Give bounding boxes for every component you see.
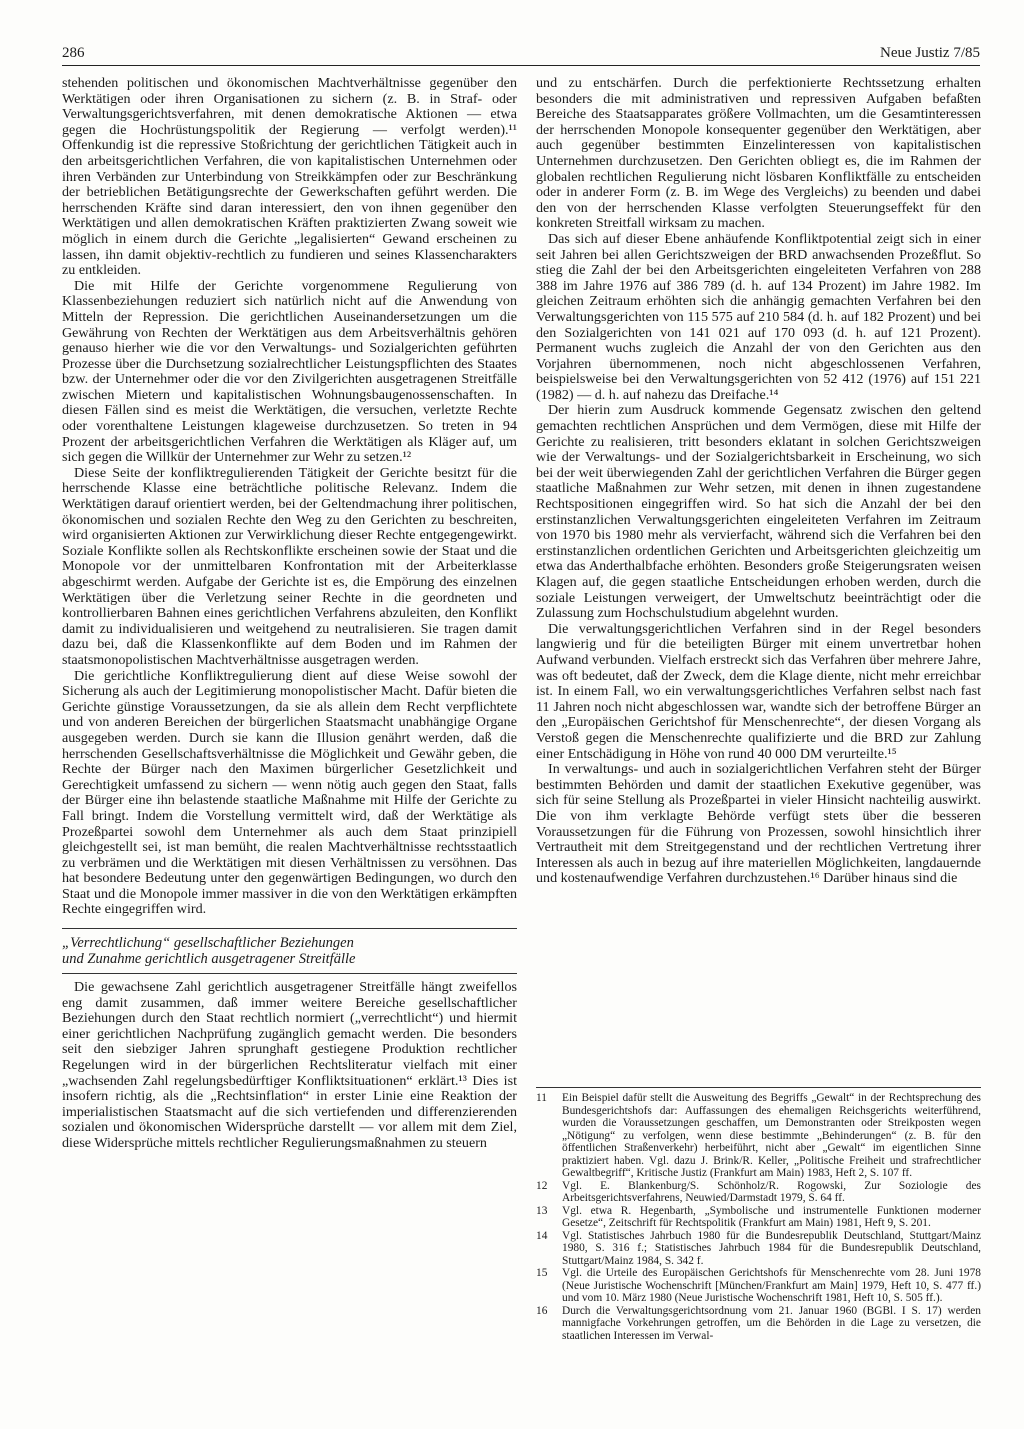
footnote-text: Durch die Verwaltungsgerichtsordnung vom 21. Januar 1960 (BGBl. I S. 17) werden mannigfache Vorkehrungen getroffen, um die Behörden in die Lage zu versetzen, die staatlichen Interessen im Verwal-: [562, 1304, 981, 1342]
section-heading-line: „Verrechtlichung“ gesellschaftlicher Beziehungen: [62, 935, 354, 952]
footnote-text: Ein Beispiel dafür stellt die Ausweitung des Begriffs „Gewalt“ in der Rechtsprechung des Bundesgerichtshofs dar: Auffassungen des ehemaligen Reichsgerichts weiterführend, wurden die Voraussetzungen geschaffen, um Demonstranten oder Streikposten wegen „Nötigung“ zu verfolgen, wenn diese bestimmte „Behinderungen“ (z. B. für den öffentlichen Straßenverkehr) herbeiführt, nicht aber „Gewalt“ im eigentlichen Sinne praktiziert haben. Vgl. dazu J. Brink/R. Keller, „Politische Freiheit und strafrechtlicher Gewaltbegriff“, Kritische Justiz (Frankfurt am Main) 1983, Heft 2, S. 107 ff.: [562, 1092, 981, 1179]
footnote: [536, 1092, 981, 1180]
paragraph: In verwaltungs- und auch in sozialgerichtlichen Verfahren steht der Bürger bestimmten Behörden und damit der staatlichen Exekutive gegenüber, was sich für seine Stellung als Prozeßpartei in vieler Hinsicht nachteilig auswirkt. Die von ihm verklagte Behörde verfügt stets über die besseren Voraussetzungen für die Führung von Prozessen, sowohl hinsichtlich ihrer Vertrautheit mit dem Streitgegenstand und der rechtlichen Vertretung ihrer Interessen als auch in bezug auf ihre materiellen Möglichkeiten, langdauernde und kostenaufwendige Verfahren durchzustehen.¹⁶ Darüber hinaus sind die: [536, 761, 981, 887]
footnote-text: Vgl. die Urteile des Europäischen Gerichtshofs für Menschenrechte vom 28. Juni 1978 (Neue Juristische Wochenschrift [München/Frankfurt am Main] 1979, Heft 10, S. 477 ff.) und vom 10. März 1980 (Neue Juristische Wochenschrift 1981, Heft 10, S. 505 ff.).: [562, 1267, 981, 1304]
paragraph: Die gerichtliche Konfliktregulierung dient auf diese Weise sowohl der Sicherung als auch der Legitimierung monopolistischer Macht. Dafür bieten die Gerichte günstige Voraussetzungen, da sie als allein dem Recht verpflichtete und von anderen Bereichen der bürgerlichen Staatsmacht unabhängige Organe ausgegeben werden. Durch sie kann die Illusion genährt werden, daß die herrschenden Gesellschaftsverhältnisse die Möglichkeit und Gewähr geben, die Rechte der Bürger nach den Maximen bürgerlicher Gesetzlichkeit und Gerechtigkeit umfassend zu sichern — wenn nötig auch gegen den Staat, falls der Bürger eine ihn belastende staatliche Maßnahme mit Hilfe der Gerichte zu Fall bringt. Indem die Vorstellung vermittelt wird, daß der Werktätige als Prozeßpartei sowohl dem Unternehmer als auch dem Staat prinzipiell gleichgestellt sei, ist man bemüht, die realen Machtverhältnisse rechtsstaatlich zu verbrämen und die Werktätigen mit diesen Verhältnissen zu versöhnen. Das hat besondere Bedeutung unter den gegenwärtigen Bedingungen, wo durch den Staat und die Monopole immer massiver in die von den Werktätigen erkämpften Rechte eingegriffen wird.: [62, 667, 517, 918]
left-column: [62, 76, 517, 1152]
paragraph: Die gewachsene Zahl gerichtlich ausgetragener Streitfälle hängt zweifellos eng damit zusammen, daß immer weitere Bereiche gesellschaftlicher Beziehungen durch den Staat rechtlich normiert („verrechtlicht“) und hiermit einer gerichtlichen Nachprüfung zugänglich gemacht werden. Die besonders seit den siebziger Jahren sprunghaft gestiegene Produktion rechtlicher Regelungen wird in der bürgerlichen Rechtsliteratur vielfach mit einer „wachsenden Zahl regelungsbedürftiger Konfliktsituationen“ erklärt.¹³ Dies ist insofern richtig, als die „Rechtsinflation“ in erster Linie eine Reaktion der imperialistischen Staatsmacht auf die sich vertiefenden und differenzierenden sozialen und ökonomischen Widersprüche darstellt — vor allem mit dem Ziel, diese Widersprüche mittels rechtlicher Regulierungsmaßnahmen zu steuern: [62, 979, 517, 1151]
footnote-number: 11: [536, 1092, 547, 1104]
footnote: [536, 1305, 981, 1343]
footnote: [536, 1267, 981, 1305]
page-header: [62, 38, 980, 66]
footnote-number: 13: [536, 1204, 548, 1217]
page-number: 286: [62, 45, 85, 61]
footnote-number: 15: [536, 1267, 548, 1279]
footnote: [536, 1180, 981, 1205]
paragraph: und zu entschärfen. Durch die perfektionierte Rechtssetzung erhalten besonders die mit administrativen und repressiven Aufgaben befaßten Bereiche des Staatsapparates größere Vollmachten, um die Gesamtinteressen der herrschenden Monopole konsequenter gegenüber den Werktätigen, aber auch gegenüber bestimmten Einzelinteressen von kapitalistischen Unternehmen durchzusetzen. Den Gerichten obliegt es, die im Rahmen der globalen rechtlichen Regulierung nicht lösbaren Konfliktfälle zu entscheiden oder in anderer Form (z. B. im Wege des Vergleichs) zu beenden und dabei den von der herrschenden Klasse verfolgten Steuerungseffekt für den konkreten Streitfall wirksam zu machen.: [536, 75, 981, 232]
paragraph: Der hierin zum Ausdruck kommende Gegensatz zwischen den geltend gemachten rechtlichen Ansprüchen und dem Vermögen, diese mit Hilfe der Gerichte zu realisieren, tritt besonders eklatant in solchen Gerichtszweigen wie der Verwaltungs- und der Sozialgerichtsbarkeit in Erscheinung, wo sich bei der weit überwiegenden Zahl der gerichtlichen Verfahren die Bürger gegen staatliche Maßnahmen zur Wehr setzen, mit denen in ihnen zugestandene Rechtspositionen eingegriffen wird. So hat sich die Anzahl der bei den erstinstanzlichen Verwaltungsgerichten eingeleiteten Verfahren im Zeitraum von 1970 bis 1980 mehr als vervierfacht, während sich die Verfahren bei den erstinstanzlichen ordentlichen Gerichten und Arbeitsgerichten gleichzeitig um etwa das Anderthalbfache erhöhten. Besonders große Steigerungsraten weisen Klagen auf, die gegen staatliche Entscheidungen erhoben werden, durch die soziale Leistungen verweigert, der Umweltschutz beeinträchtigt oder die Zulassung zum Hochschulstudium abgelehnt wurden.: [536, 402, 981, 622]
section-heading-line: und Zunahme gerichtlich ausgetragener Streitfälle: [62, 951, 356, 968]
footnote-number: 12: [536, 1179, 548, 1192]
journal-issue: Neue Justiz 7/85: [880, 45, 980, 61]
footnote-text: Vgl. Statistisches Jahrbuch 1980 für die Bundesrepublik Deutschland, Stuttgart/Mainz 1980, S. 316 f.; Statistisches Jahrbuch 1984 für die Bundesrepublik Deutschland, Stuttgart/Mainz 1984, S. 342 f.: [562, 1229, 981, 1267]
footnote-text: Vgl. etwa R. Hegenbarth, „Symbolische und instrumentelle Funktionen moderner Gesetze“, Zeitschrift für Rechtspolitik (Frankfurt am Main) 1981, Heft 9, S. 201.: [562, 1204, 981, 1229]
paragraph: Die verwaltungsgerichtlichen Verfahren sind in der Regel besonders langwierig und für die beteiligten Bürger mit einem unvertretbar hohen Aufwand verbunden. Vielfach erstreckt sich das Verfahren über mehrere Jahre, was oft bedeutet, daß der Zweck, dem die Klage diente, nicht mehr erreichbar ist. In einem Fall, wo ein verwaltungsgerichtliches Verfahren selbst nach fast 11 Jahren noch nicht abgeschlossen war, wandte sich der betroffene Bürger an den „Europäischen Gerichtshof für Menschenrechte“, der diesen Vorgang als Verstoß gegen die Menschenrechte qualifizierte und die BRD zur Zahlung einer Entschädigung in Höhe von rund 40 000 DM verurteilte.¹⁵: [536, 620, 981, 762]
footnote: [536, 1205, 981, 1230]
section-heading: [62, 928, 517, 974]
paragraph: Das sich auf dieser Ebene anhäufende Konfliktpotential zeigt sich in einer seit Jahren bei allen Gerichtszweigen der BRD anwachsenden Prozeßflut. So stieg die Zahl der bei den Arbeitsgerichten eingeleiteten Verfahren von 288 388 im Jahre 1976 auf 386 789 (d. h. auf 134 Prozent) im Jahre 1982. Im gleichen Zeitraum erhöhten sich die anhängig gemachten Verfahren bei den Verwaltungsgerichten von 115 575 auf 210 584 (d. h. auf 182 Prozent) und bei den Sozialgerichten von 141 021 auf 170 093 (d. h. auf 121 Prozent). Permanent wuchs zugleich die Anzahl der von den Gerichten aus den Vorjahren übernommenen, noch nicht abgeschlossenen Verfahren, beispielsweise bei den Verwaltungsgerichten von 52 412 (1976) auf 151 221 (1982) — d. h. auf nahezu das Dreifache.¹⁴: [536, 230, 981, 403]
footnote-number: 14: [536, 1229, 548, 1242]
footnote-number: 16: [536, 1304, 548, 1317]
footnote: [536, 1230, 981, 1268]
paragraph: stehenden politischen und ökonomischen Machtverhältnisse gegenüber den Werktätigen oder ihren Organisationen zu sichern (z. B. in Straf- oder Verwaltungsgerichtsverfahren, mit denen demokratische Aktionen — etwa gegen die Hochrüstungspolitik der Regierung — verfolgt werden).¹¹ Offenkundig ist die repressive Stoßrichtung der gerichtlichen Tätigkeit auch in den arbeitsgerichtlichen Verfahren, die von kapitalistischen Unternehmen oder ihren Verbänden zur Unterbindung von Streikkämpfen oder zur Beschränkung der betrieblichen Betätigungsrechte der Gewerkschaften geführt werden. Die herrschenden Kräfte sind daran interessiert, den von ihnen gegenüber den Werktätigen und allen demokratischen Kräften praktizierten Zwang soweit wie möglich in einem durch die Gerichte „legalisierten“ Gewand erscheinen zu lassen, ihn damit objektiv-rechtlich zu fundieren und seines Klassencharakters zu entkleiden.: [62, 75, 517, 279]
right-column: [536, 76, 981, 887]
footnotes: [536, 1087, 981, 1342]
paragraph: Die mit Hilfe der Gerichte vorgenommene Regulierung von Klassenbeziehungen reduziert sich natürlich nicht auf die Anwendung von Mitteln der Repression. Die gerichtlichen Auseinandersetzungen um die Gewährung von Rechten der Werktätigen aus dem Arbeitsverhältnis gehören genauso hierher wie die vor den Verwaltungs- und Sozialgerichten geführten Prozesse über die Durchsetzung sozialrechtlicher Leistungspflichten des Staates bzw. der Unternehmer oder die vor den Zivilgerichten ausgetragenen Streitfälle zwischen Mietern und kapitalistischen Wohnungsbaugenossenschaften. In diesen Fällen sind es meist die Werktätigen, die versuchen, verletzte Rechte oder vorenthaltene Leistungen klageweise durchzusetzen. So treten in 94 Prozent der arbeitsgerichtlichen Verfahren die Werktätigen als Kläger auf, um sich gegen die Willkür der Unternehmer zur Wehr zu setzen.¹²: [62, 277, 517, 466]
paragraph: Diese Seite der konfliktregulierenden Tätigkeit der Gerichte besitzt für die herrschende Klasse eine beträchtliche politische Relevanz. Indem die Werktätigen darauf orientiert werden, bei der Geltendmachung ihrer politischen, ökonomischen und sozialen Rechte den Weg zu den Gerichten zu beschreiten, wird organisierten Aktionen zur Verwirklichung dieser Rechte entgegengewirkt. Soziale Konflikte sollen als Rechtskonflikte erscheinen sowie der Staat und die Monopole vor der unmittelbaren Konfrontation mit der Arbeiterklasse abgeschirmt werden. Aufgabe der Gerichte ist es, die Empörung des einzelnen Werktätigen über die Verletzung seiner Rechte in die geordneten und kontrollierbaren Bahnen eines gerichtlichen Verfahrens abzuleiten, den Konflikt damit zu individualisieren und weitgehend zu neutralisieren. Sie tragen damit dazu bei, daß die Klassenkonflikte auf dem Boden und im Rahmen der staatsmonopolistischen Machtverhältnisse ausgetragen werden.: [62, 464, 517, 668]
footnote-text: Vgl. E. Blankenburg/S. Schönholz/R. Rogowski, Zur Soziologie des Arbeitsgerichtsverfahrens, Neuwied/Darmstadt 1979, S. 64 ff.: [562, 1179, 981, 1204]
